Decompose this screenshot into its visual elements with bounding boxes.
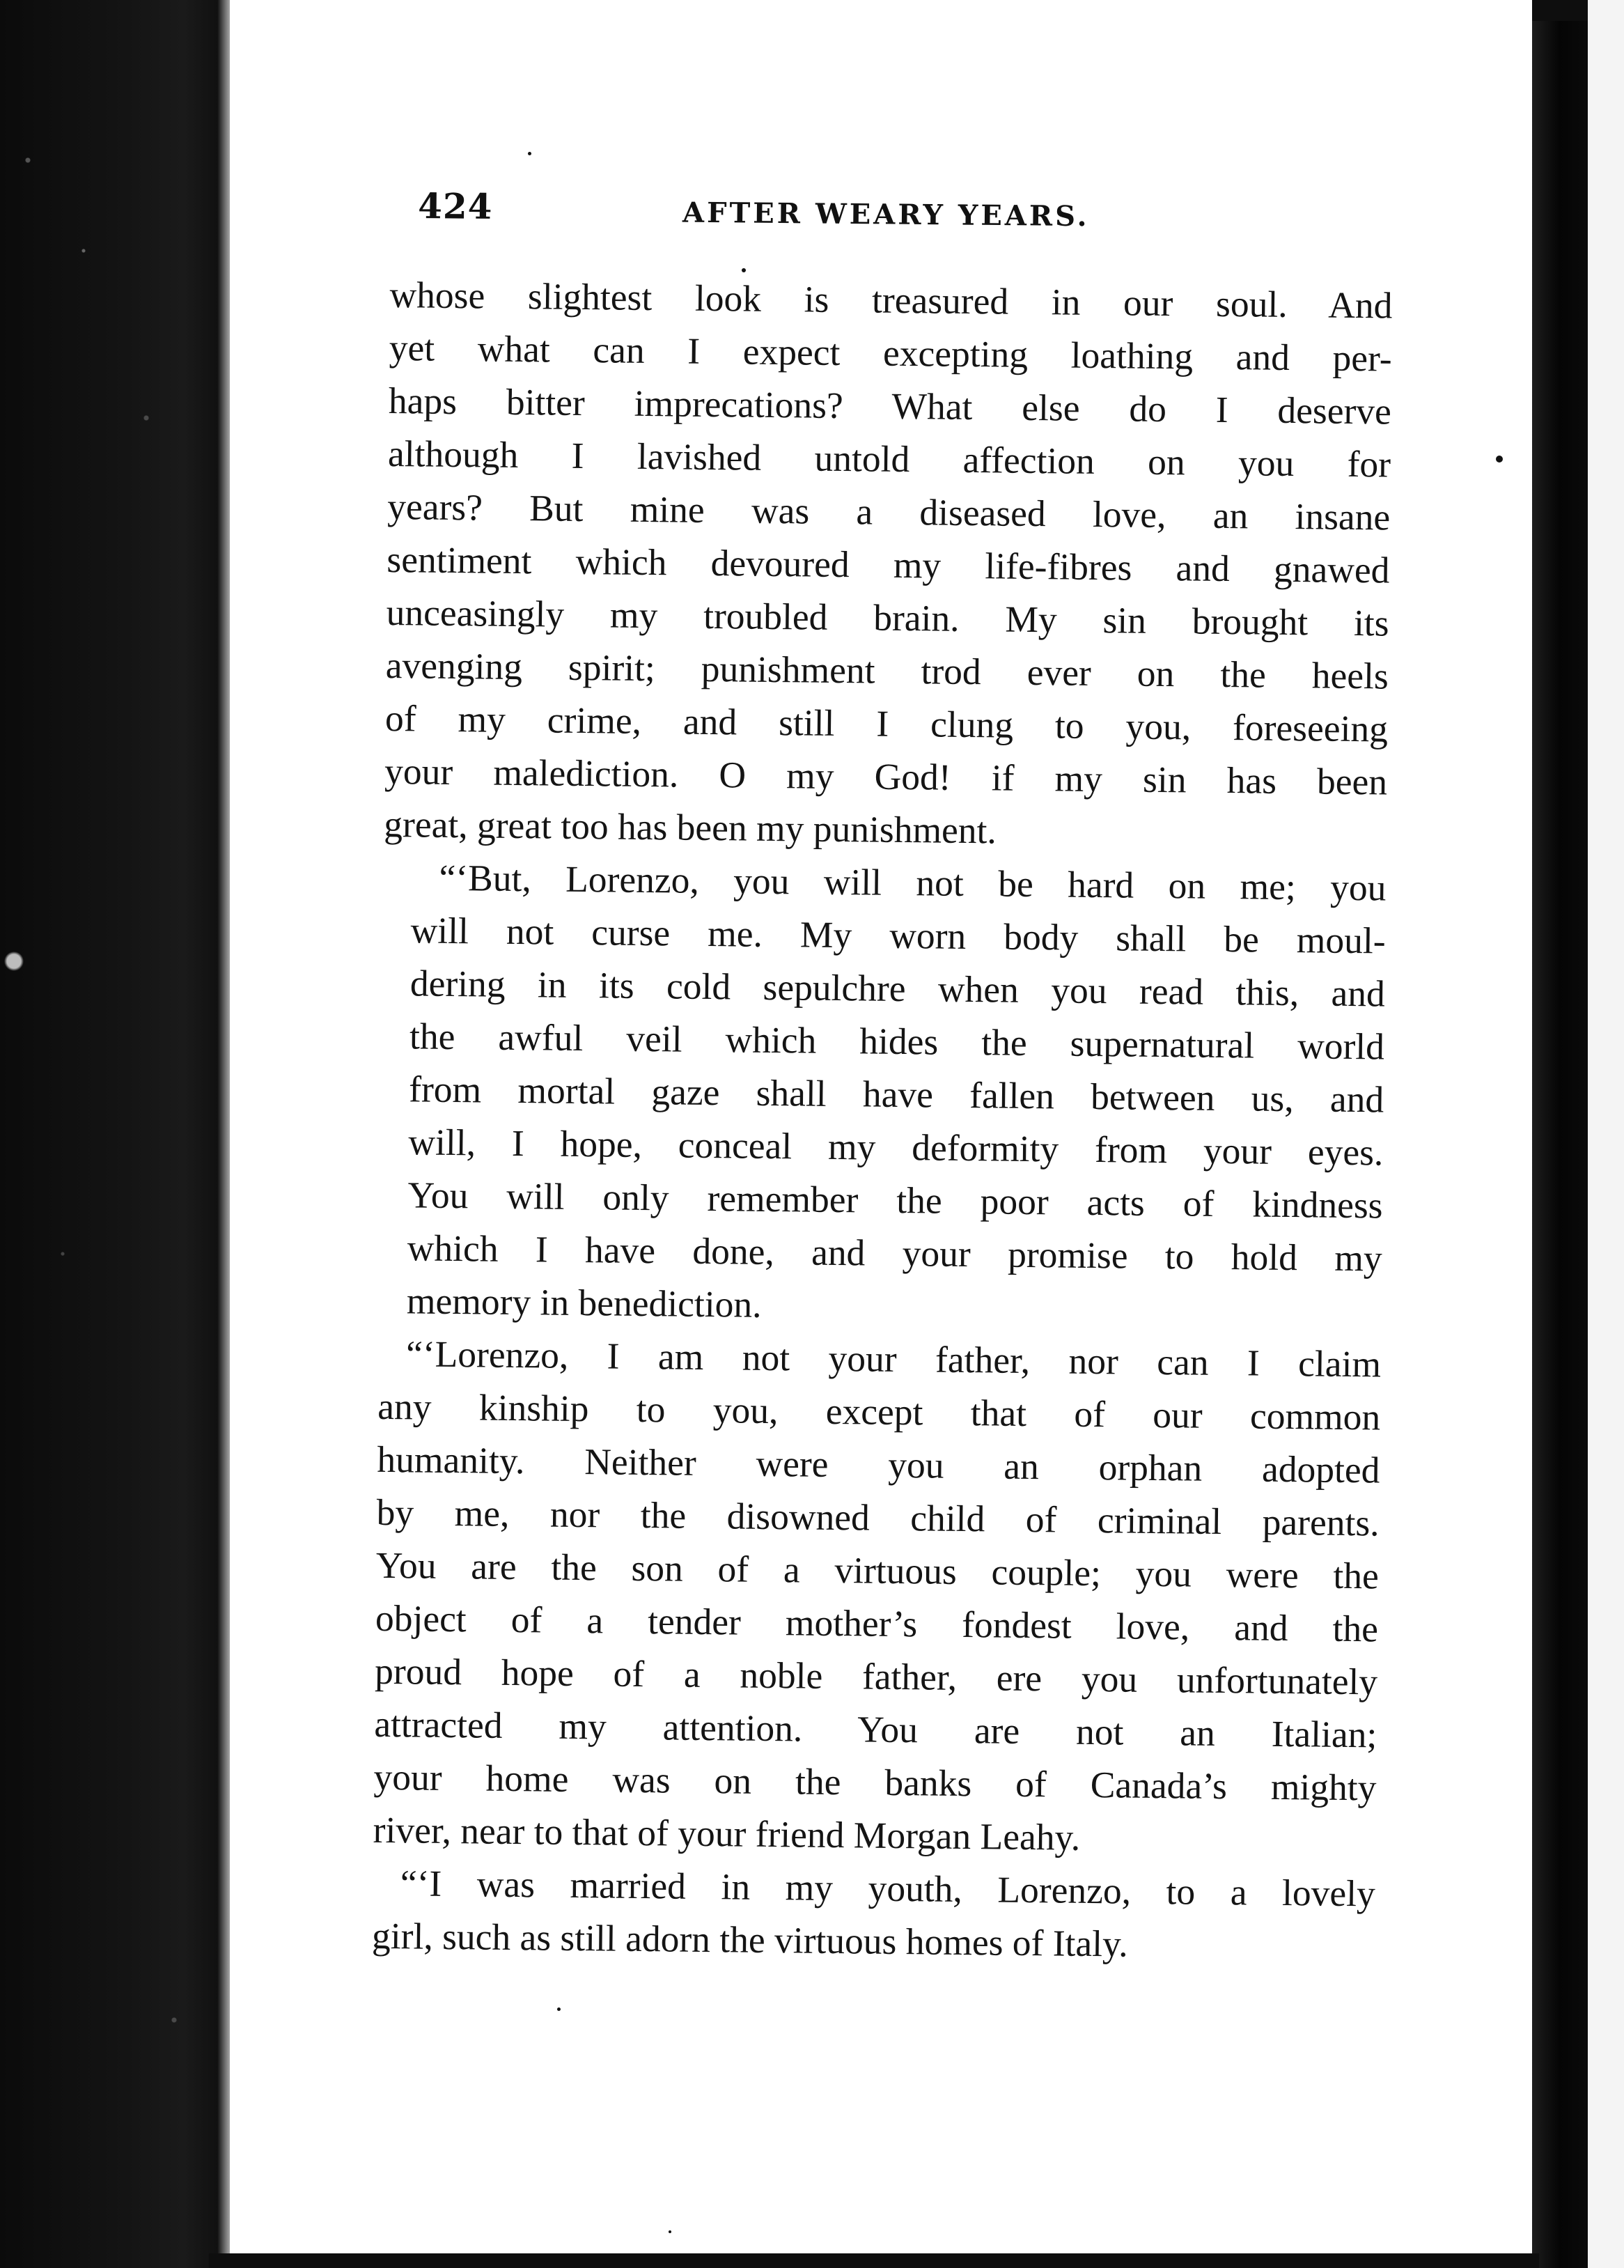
- text-line: You are the son of a virtuous couple; you were the: [375, 1544, 1380, 1597]
- text-line: “‘But, Lorenzo, you will not be hard on me; you: [439, 856, 1387, 909]
- scan-speck: [669, 2230, 671, 2233]
- text-line: although I lavished untold affection on you for: [387, 432, 1391, 486]
- running-title: AFTER WEARY YEARS.: [682, 196, 1090, 233]
- text-line: your malediction. O my God! if my sin has been: [384, 749, 1388, 803]
- text-line: the awful veil which hides the supernatural world: [409, 1015, 1385, 1068]
- text-line: which I have done, and your promise to hold my: [407, 1227, 1383, 1280]
- text-line: You will only remember the poor acts of kindness: [407, 1174, 1383, 1227]
- binding-edge: [0, 0, 230, 2268]
- text-line: whose slightest look is treasured in our soul. And: [389, 273, 1393, 327]
- scan-speck: [1496, 456, 1503, 463]
- running-head: [418, 182, 1407, 255]
- text-line: avenging spirit; punishment trod ever on the heels: [385, 644, 1389, 697]
- text-line: will, I hope, conceal my deformity from your eyes.: [408, 1121, 1384, 1174]
- text-line: object of a tender mother’s fondest love, and the: [375, 1597, 1379, 1650]
- text-line: from mortal gaze shall have fallen between us, and: [408, 1068, 1384, 1121]
- paragraph-4: [372, 1856, 1376, 1973]
- body-text: [372, 268, 1393, 1973]
- text-line: yet what can I expect excepting loathing and per-: [389, 326, 1393, 380]
- text-line: sentiment which devoured my life-fibres and gnawed: [387, 538, 1390, 591]
- text-line: river, near to that of your friend Morgan Leahy.: [373, 1808, 1081, 1858]
- right-margin-sliver: [1588, 0, 1624, 2268]
- text-line: attracted my attention. You are not an Italian;: [374, 1702, 1377, 1756]
- bottom-edge: [209, 2253, 1539, 2268]
- paragraph-3: [373, 1327, 1381, 1867]
- text-line: girl, such as still adorn the virtuous homes of Italy.: [371, 1914, 1129, 1965]
- text-line: haps bitter imprecations? What else do I deserve: [388, 379, 1392, 433]
- text-line: great, great too has been my punishment.: [384, 802, 997, 852]
- paragraph-1: [384, 268, 1393, 862]
- scan-speck: [528, 152, 531, 155]
- text-line: dering in its cold sepulchre when you read this, and: [409, 962, 1386, 1015]
- text-line: proud hope of a noble father, ere you unfortunately: [374, 1649, 1378, 1703]
- text-line: memory in benediction.: [406, 1280, 762, 1326]
- text-line: unceasingly my troubled brain. My sin brought its: [386, 591, 1389, 644]
- text-line: any kinship to you, except that of our common: [377, 1385, 1381, 1438]
- text-line: your home was on the banks of Canada’s mighty: [373, 1755, 1377, 1809]
- text-line: years? But mine was a diseased love, an insane: [387, 485, 1391, 538]
- text-line: of my crime, and still I clung to you, foreseeing: [384, 697, 1389, 750]
- text-line: humanity. Neither were you an orphan adopted: [377, 1438, 1380, 1491]
- text-line: by me, nor the disowned child of criminal parents.: [376, 1491, 1380, 1544]
- text-line: “‘Lorenzo, I am not your father, nor can I claim: [405, 1333, 1382, 1385]
- scan-speck: [742, 268, 746, 272]
- text-line: will not curse me. My worn body shall be moul-: [410, 909, 1386, 962]
- scan-speck: [557, 2007, 561, 2011]
- text-line: “‘I was married in my youth, Lorenzo, to a lovely: [400, 1862, 1376, 1915]
- page-number: 424: [417, 185, 493, 228]
- paragraph-2: [379, 850, 1387, 1338]
